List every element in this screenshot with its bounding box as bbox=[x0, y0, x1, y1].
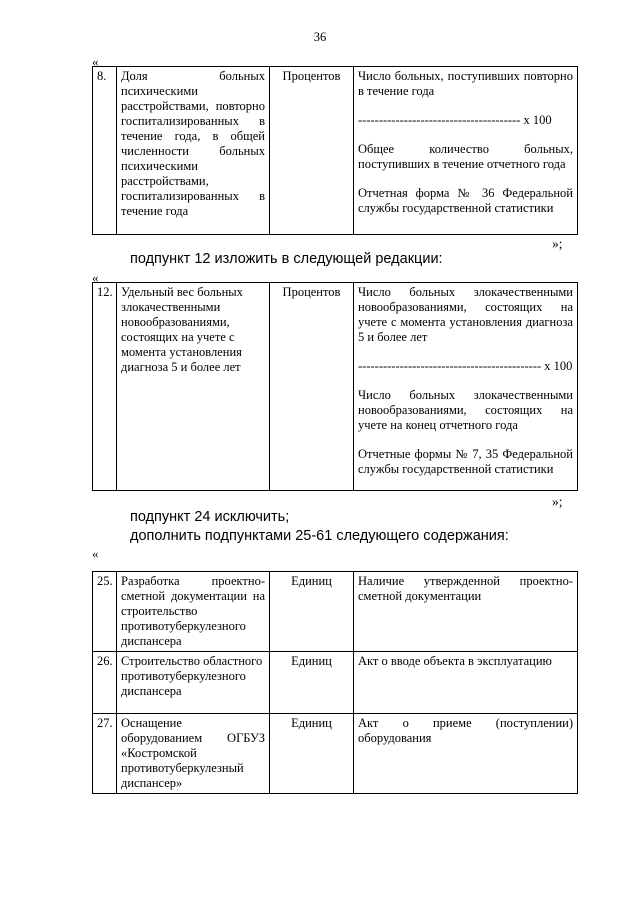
calculation-method bbox=[354, 283, 578, 491]
unit-cell: Единиц bbox=[270, 714, 354, 794]
table-row bbox=[93, 67, 578, 235]
open-quote-2: « bbox=[92, 270, 99, 285]
row-number: 12. bbox=[93, 283, 117, 491]
calculation-method: Акт о приеме (поступлении) оборудования bbox=[354, 714, 578, 794]
unit-cell: Единиц bbox=[270, 652, 354, 714]
row-number: 26. bbox=[93, 652, 117, 714]
indicator-table-12 bbox=[92, 282, 578, 491]
unit-cell: Процентов bbox=[270, 67, 354, 235]
denominator-text: Общее количество больных, поступивших в течение отчетного года bbox=[358, 142, 573, 171]
open-quote-3: « bbox=[92, 546, 99, 561]
indicator-table-8 bbox=[92, 66, 578, 235]
table-row bbox=[93, 283, 578, 491]
numerator-text: Число больных злокачественными новообразованиями, состоящих на учете с момента установления диагноза 5 и более лет bbox=[358, 285, 573, 344]
page-number: 36 bbox=[313, 30, 327, 44]
fraction-line: -------------------------------------------- х 100 bbox=[358, 359, 573, 373]
source-text: Отчетные формы № 7, 35 Федеральной службы государственной статистики bbox=[358, 447, 573, 476]
indicator-table-25-27 bbox=[92, 571, 578, 794]
indicator-name: Разработка проектно-сметной документации на строительство противотуберкулезного диспансера bbox=[117, 572, 270, 652]
denominator-text: Число больных злокачественными новообразованиями, состоящих на учете на конец отчетного года bbox=[358, 388, 573, 432]
indicator-name: Оснащение оборудованием ОГБУЗ «Костромской противотуберкулезный диспансер» bbox=[117, 714, 270, 794]
row-number: 27. bbox=[93, 714, 117, 794]
calculation-method: Акт о вводе объекта в эксплуатацию bbox=[354, 652, 578, 714]
paragraph-subpoints-25-61: дополнить подпунктами 25-61 следующего содержания: bbox=[130, 528, 509, 544]
table-row bbox=[93, 652, 578, 714]
close-quote-2: »; bbox=[552, 494, 563, 509]
paragraph-subpoint-12: подпункт 12 изложить в следующей редакции: bbox=[130, 251, 443, 267]
indicator-name: Доля больных психическими расстройствами, повторно госпитализированных в течение года, в общей численности больных психическими расстройствами, госпитализированных в течение года bbox=[117, 67, 270, 235]
fraction-line: --------------------------------------- х 100 bbox=[358, 113, 552, 127]
unit-cell: Процентов bbox=[270, 283, 354, 491]
open-quote-1: « bbox=[92, 54, 99, 69]
row-number: 25. bbox=[93, 572, 117, 652]
unit-cell: Единиц bbox=[270, 572, 354, 652]
source-text: Отчетная форма № 36 Федеральной службы государственной статистики bbox=[358, 186, 573, 215]
calculation-method: Наличие утвержденной проектно-сметной документации bbox=[354, 572, 578, 652]
close-quote-1: »; bbox=[552, 236, 563, 251]
table-row bbox=[93, 714, 578, 794]
indicator-name: Строительство областного противотуберкулезного диспансера bbox=[117, 652, 270, 714]
indicator-name: Удельный вес больных злокачественными новообразованиями, состоящих на учете с момента установления диагноза 5 и более лет bbox=[117, 283, 270, 491]
numerator-text: Число больных, поступивших повторно в течение года bbox=[358, 69, 573, 98]
calculation-method bbox=[354, 67, 578, 235]
row-number: 8. bbox=[93, 67, 117, 235]
table-row bbox=[93, 572, 578, 652]
paragraph-subpoint-24: подпункт 24 исключить; bbox=[130, 509, 290, 525]
